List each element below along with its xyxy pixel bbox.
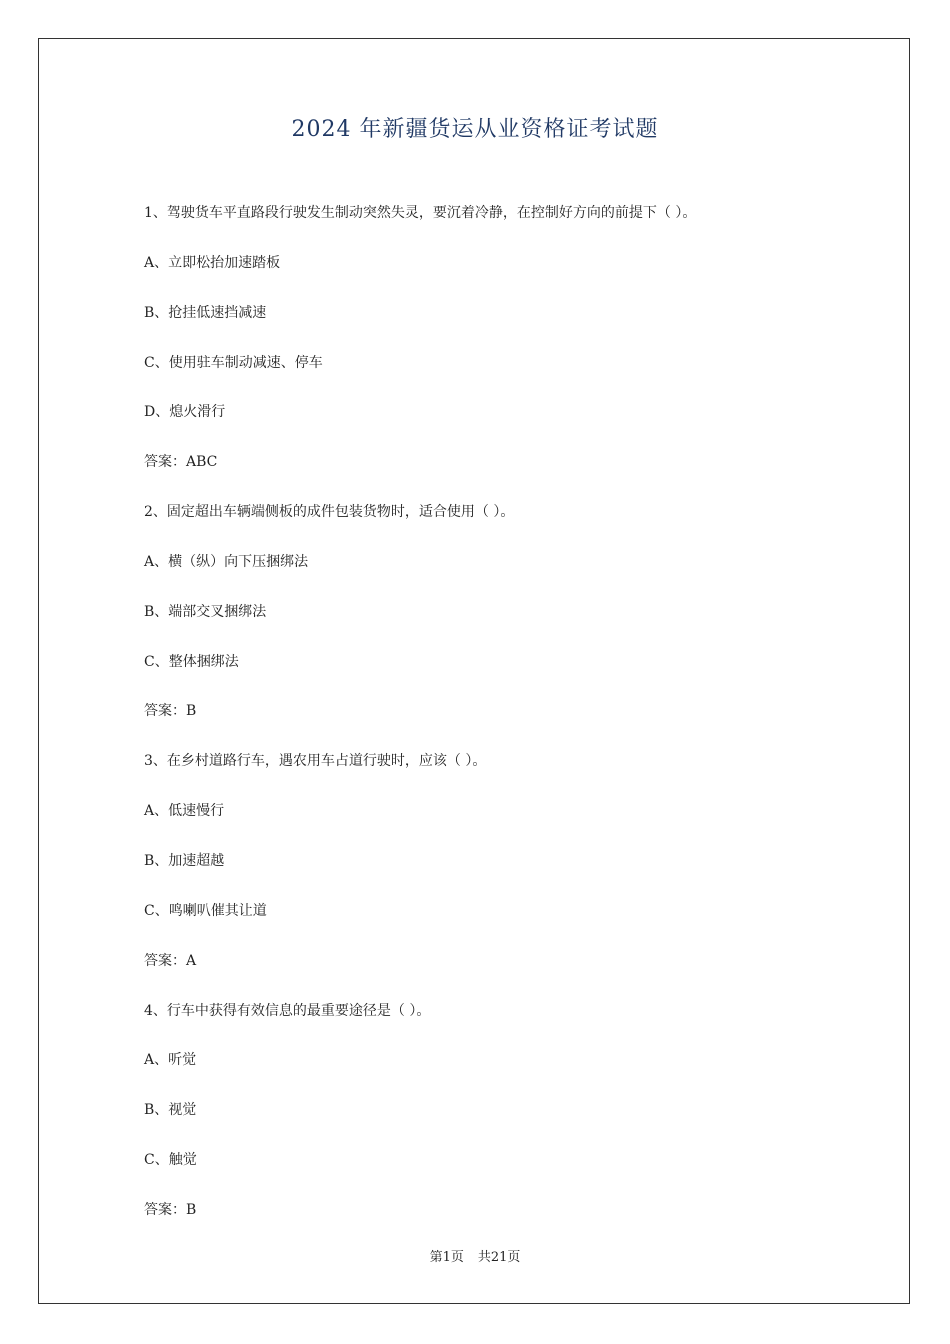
page-number-total: 共21页	[477, 1250, 521, 1265]
question-4-option-c: C、触觉	[144, 1152, 197, 1169]
page-number-current: 第1页	[429, 1250, 464, 1265]
question-2-option-b: B、端部交叉捆绑法	[144, 603, 267, 620]
question-list	[144, 198, 844, 1245]
question-4-answer: 答案：B	[144, 1201, 197, 1218]
question-3-stem: 3、在乡村道路行车，遇农用车占道行驶时，应该（ ）。	[144, 753, 487, 770]
question-4-option-b: B、视觉	[144, 1102, 197, 1119]
question-2-option-c: C、整体捆绑法	[144, 653, 239, 670]
question-2-answer: 答案：B	[144, 703, 197, 720]
question-3-option-b: B、加速超越	[144, 852, 225, 869]
question-2-stem: 2、固定超出车辆端侧板的成件包装货物时，适合使用（ ）。	[144, 504, 515, 521]
question-3-option-c: C、鸣喇叭催其让道	[144, 902, 267, 919]
question-2-option-a: A、横（纵）向下压捆绑法	[144, 553, 309, 570]
document-title: 2024 年新疆货运从业资格证考试题	[291, 117, 659, 142]
question-1-option-d: D、熄火滑行	[144, 404, 226, 421]
question-4-option-a: A、听觉	[144, 1052, 197, 1069]
question-1-option-c: C、使用驻车制动减速、停车	[144, 354, 323, 371]
question-4-stem: 4、行车中获得有效信息的最重要途径是（ ）。	[144, 1002, 431, 1019]
question-3-option-a: A、低速慢行	[144, 803, 225, 820]
question-1-option-b: B、抢挂低速挡减速	[144, 304, 267, 321]
question-3-answer: 答案：A	[144, 952, 197, 969]
question-1-stem: 1、驾驶货车平直路段行驶发生制动突然失灵，要沉着冷静，在控制好方向的前提下（ ）。	[144, 205, 697, 221]
question-1-answer: 答案：ABC	[144, 454, 218, 471]
question-1-option-a: A、立即松抬加速踏板	[144, 254, 281, 271]
page-footer	[0, 1246, 950, 1265]
